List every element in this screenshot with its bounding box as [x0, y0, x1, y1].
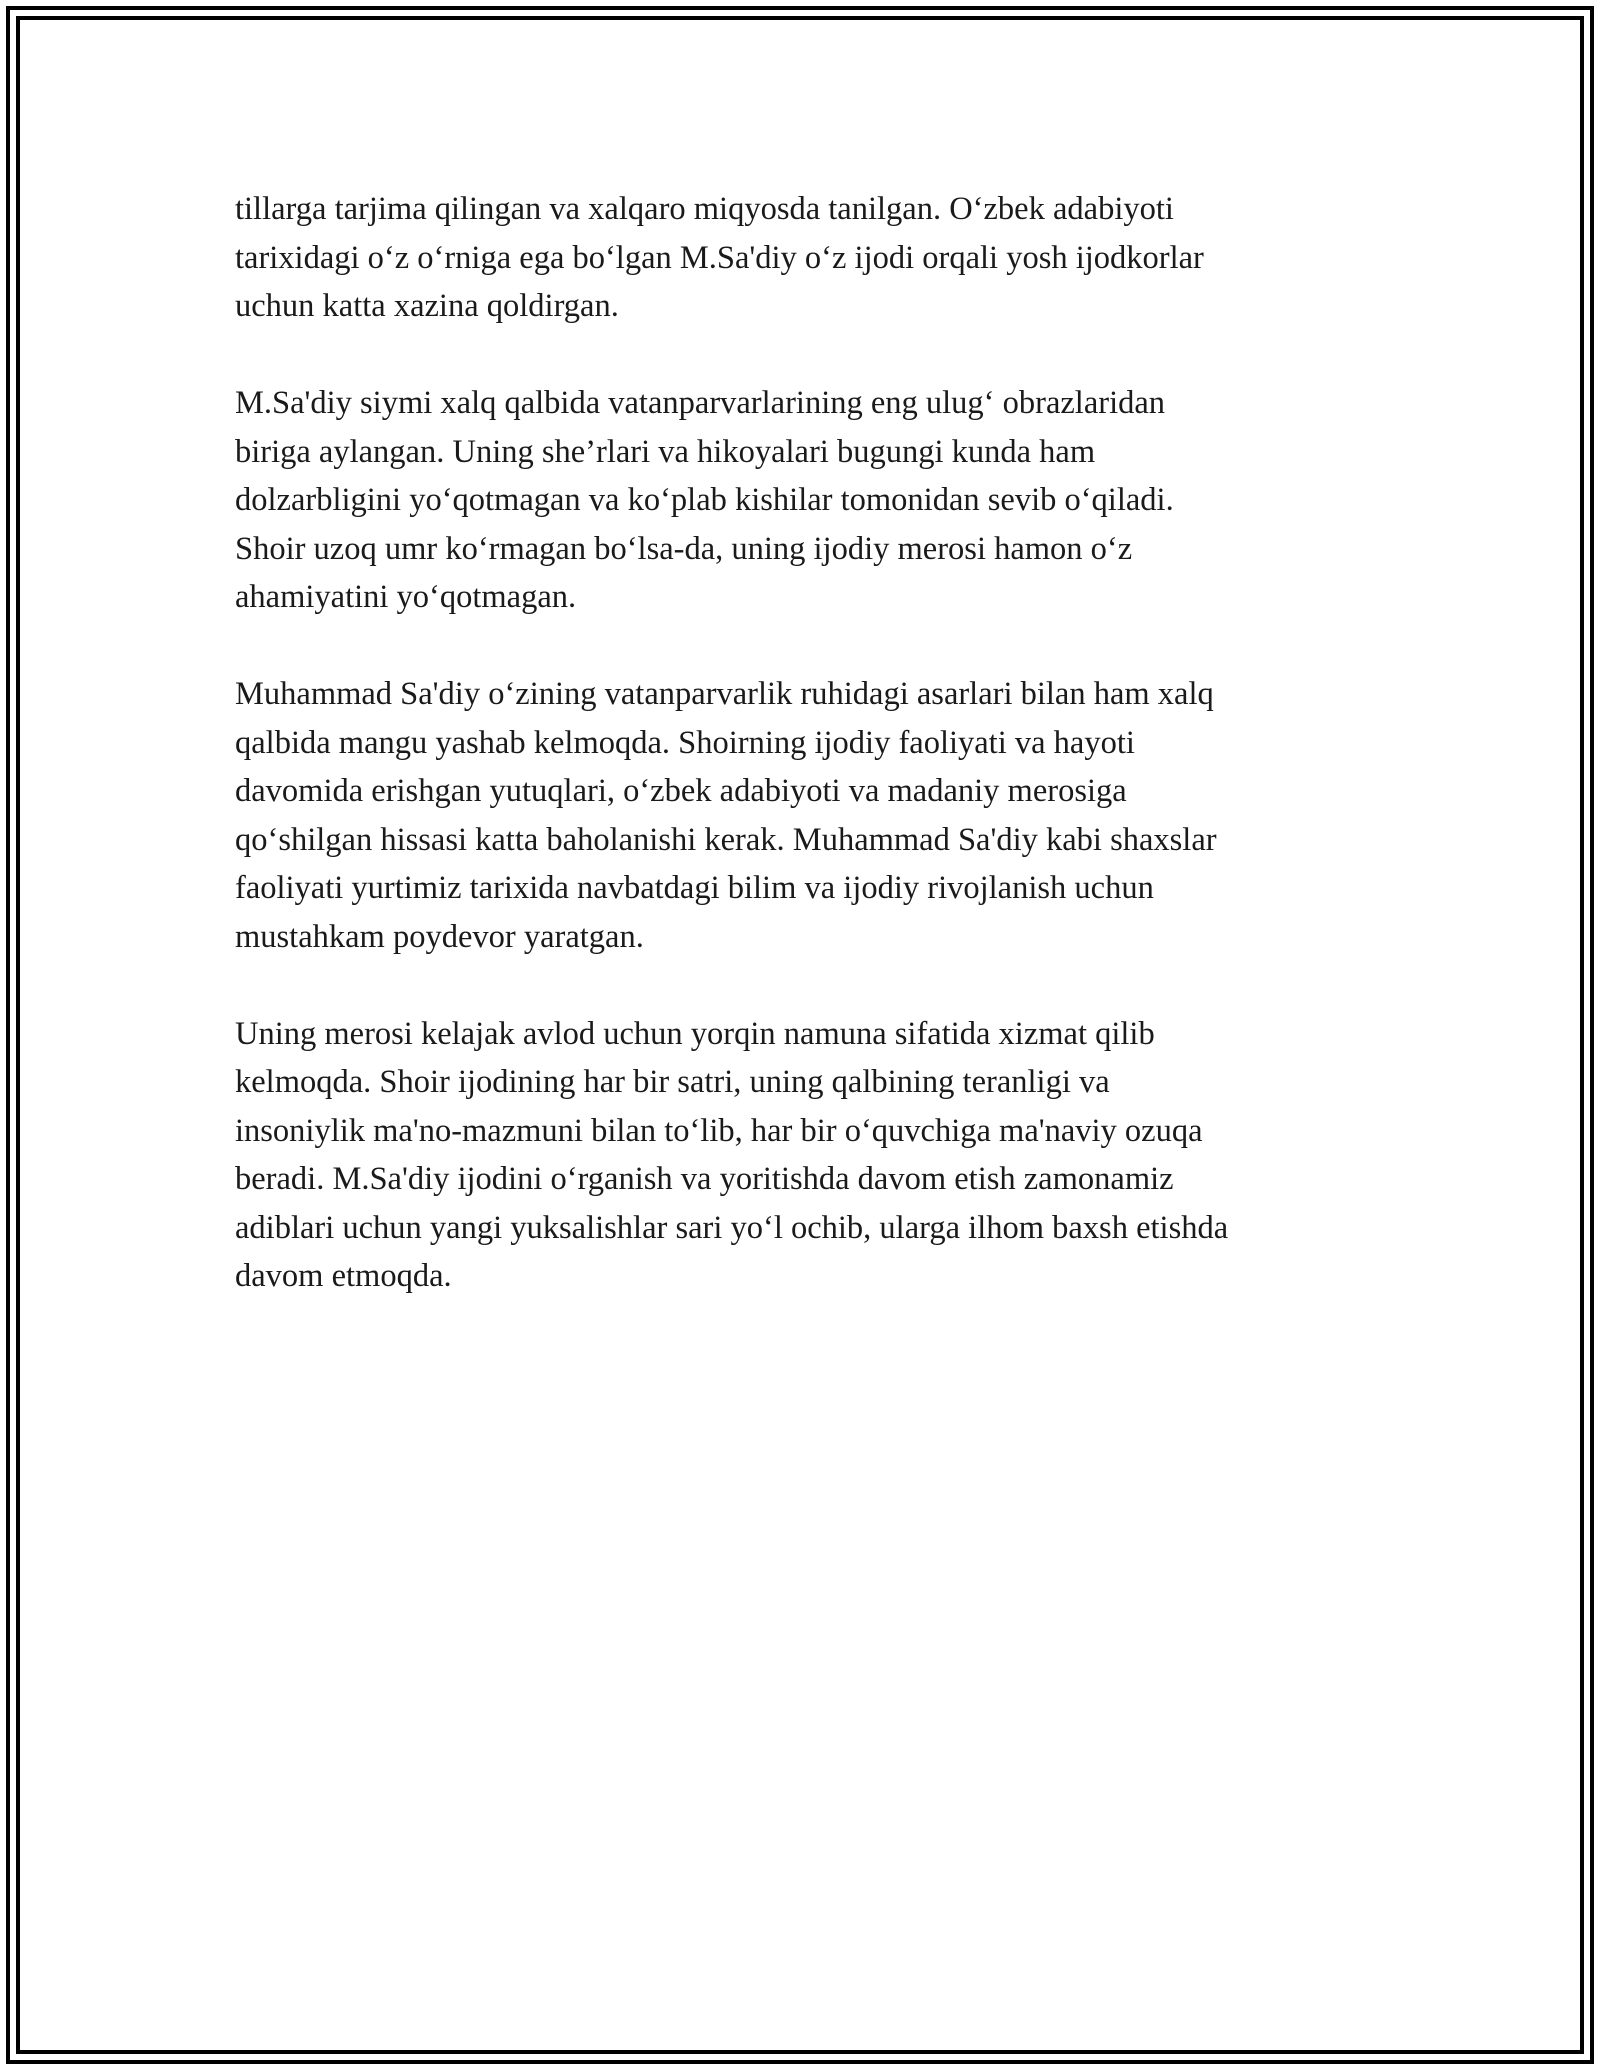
paragraph-3 — [235, 670, 1370, 961]
paragraph-1 — [235, 185, 1370, 331]
document-body — [235, 185, 1370, 1349]
text-line: davom etmoqda. — [235, 1258, 452, 1294]
text-line: tillarga tarjima qilingan va xalqaro miqyosda tanilgan. O‘zbek adabiyoti — [235, 191, 1174, 227]
text-line: Muhammad Sa'diy o‘zining vatanparvarlik ruhidagi asarlari bilan ham xalq — [235, 676, 1214, 712]
text-line: biriga aylangan. Uning she’rlari va hikoyalari bugungi kunda ham — [235, 433, 1096, 470]
text-line: beradi. M.Sa'diy ijodini o‘rganish va yoritishda davom etish zamonamiz — [235, 1161, 1174, 1197]
text-line: insoniylik ma'no-mazmuni bilan to‘lib, har bir o‘quvchiga ma'naviy ozuqa — [235, 1112, 1203, 1149]
text-line: ahamiyatini yo‘qotmagan. — [235, 579, 577, 615]
text-line: uchun katta xazina qoldirgan. — [235, 288, 619, 324]
text-line: qalbida mangu yashab kelmoqda. Shoirning ijodiy faoliyati va hayoti — [235, 724, 1135, 761]
paragraph-4 — [235, 1010, 1370, 1301]
text-line: davomida erishgan yutuqlari, o‘zbek adabiyoti va madaniy merosiga — [235, 773, 1127, 809]
text-line: Uning merosi kelajak avlod uchun yorqin namuna sifatida xizmat qilib — [235, 1015, 1155, 1052]
text-line: tarixidagi o‘z o‘rniga ega bo‘lgan M.Sa'diy o‘z ijodi orqali yosh ijodkorlar — [235, 239, 1204, 276]
paragraph-2 — [235, 379, 1370, 622]
text-line: dolzarbligini yo‘qotmagan va ko‘plab kishilar tomonidan sevib o‘qiladi. — [235, 482, 1174, 518]
text-line: M.Sa'diy siymi xalq qalbida vatanparvarlarining eng ulug‘ obrazlaridan — [235, 385, 1166, 421]
text-line: mustahkam poydevor yaratgan. — [235, 918, 644, 955]
text-line: Shoir uzoq umr ko‘rmagan bo‘lsa-da, uning ijodiy merosi hamon o‘z — [235, 530, 1133, 567]
text-line: faoliyati yurtimiz tarixida navbatdagi bilim va ijodiy rivojlanish uchun — [235, 870, 1154, 906]
text-line: kelmoqda. Shoir ijodining har bir satri, uning qalbining teranligi va — [235, 1064, 1110, 1100]
text-line: adiblari uchun yangi yuksalishlar sari yo‘l ochib, ularga ilhom baxsh etishda — [235, 1209, 1229, 1246]
text-line: qo‘shilgan hissasi katta baholanishi kerak. Muhammad Sa'diy kabi shaxslar — [235, 821, 1217, 858]
